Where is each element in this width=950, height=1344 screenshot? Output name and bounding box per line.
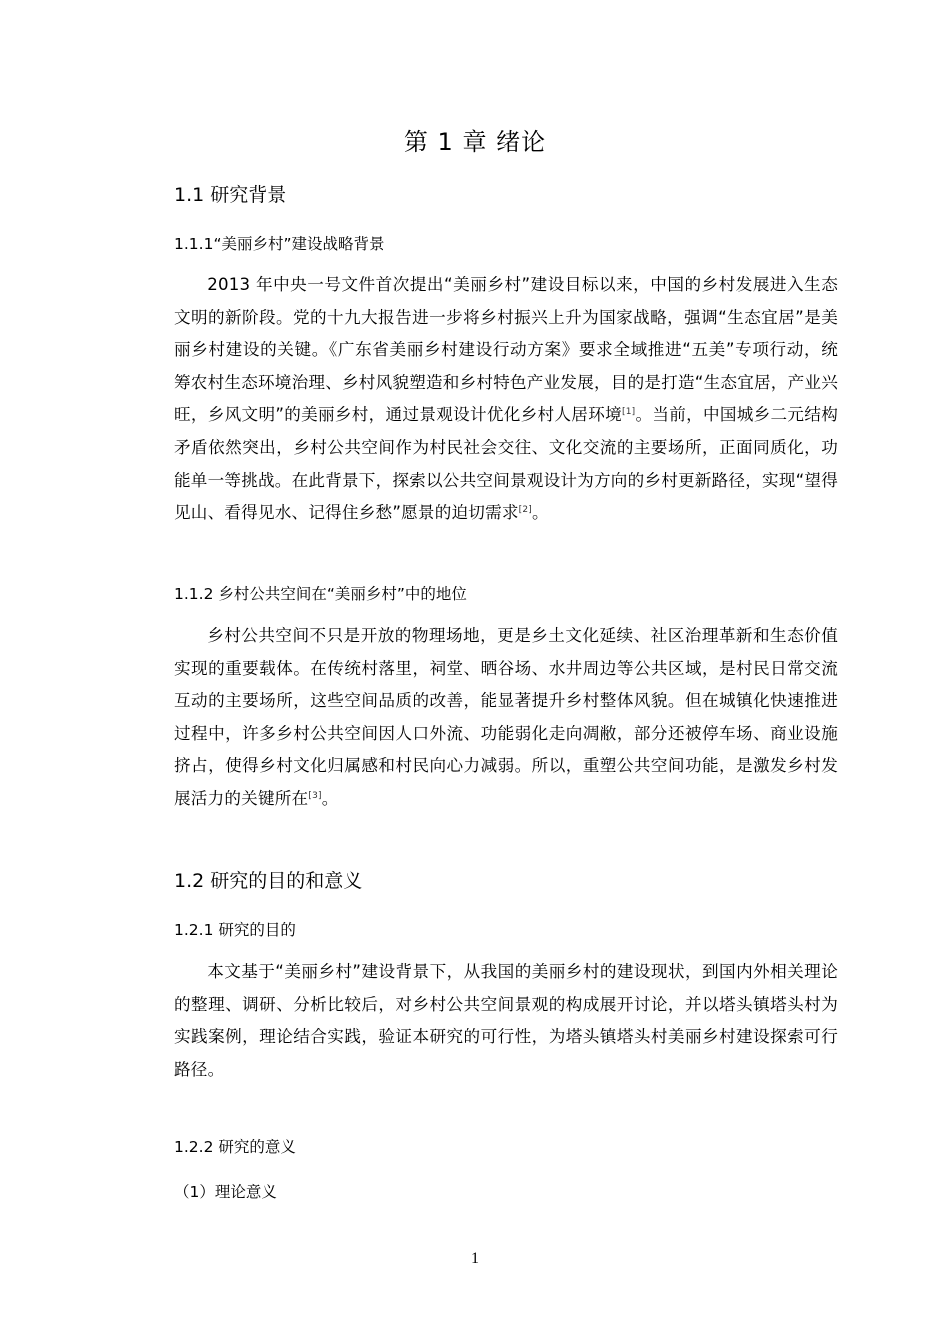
sub-item-heading-theory: （1）理论意义 xyxy=(174,1183,277,1201)
chapter-title: 第 1 章 绪论 xyxy=(403,128,547,156)
paragraph-text: 。 xyxy=(321,788,339,808)
paragraph-text: 。 xyxy=(532,503,549,523)
subsection-heading-1-2-1: 1.2.1 研究的目的 xyxy=(174,921,296,939)
paragraph-text: 2013 年中央一号文件首次提出“美丽乡村”建设目标以来，中国的乡村发展进入生态文明的新阶段。党的十九大报告进一步将乡村振兴上升为国家战略，强调“生态宜居”是美丽乡村建设的关键。《广东省美丽乡村建设行动方案》要求全域推进“五美”专项行动，统筹农村生态环境治理、乡村风貌塑造和乡村特色产业发展，目的是打造“生态宜居，产业兴旺，乡风文明”的美丽乡村，通过景观设计优化乡村人居环境 xyxy=(174,275,838,425)
subsection-heading-1-1-1: 1.1.1“美丽乡村”建设战略背景 xyxy=(174,235,385,253)
paragraph-text: 。当前，中国城乡二元结构矛盾依然突出，乡村公共空间作为村民社会交往、文化交流的主要场所，正面同质化，功能单一等挑战。在此背景下，探索以公共空间景观设计为方向的乡村更新路径，实现“望得见山、看得见水、记得住乡愁”愿景的迫切需求 xyxy=(174,405,838,523)
section-heading-1-2: 1.2 研究的目的和意义 xyxy=(174,870,363,892)
citation-ref[interactable]: [2] xyxy=(518,505,533,516)
subsection-heading-1-2-2: 1.2.2 研究的意义 xyxy=(174,1138,296,1156)
section-heading-1-1: 1.1 研究背景 xyxy=(174,184,287,206)
paragraph-background xyxy=(174,269,838,530)
paragraph-purpose: 本文基于“美丽乡村”建设背景下，从我国的美丽乡村的建设现状，到国内外相关理论的整理、调研、分析比较后，对乡村公共空间景观的构成展开讨论，并以塔头镇塔头村为实践案例，理论结合实践，验证本研究的可行性，为塔头镇塔头村美丽乡村建设探索可行路径。 xyxy=(174,962,838,1079)
citation-ref[interactable]: [3] xyxy=(308,790,322,801)
page-number: 1 xyxy=(471,1250,479,1267)
citation-ref[interactable]: [1] xyxy=(621,407,636,418)
paragraph-public-space xyxy=(174,620,838,816)
paragraph-text: 乡村公共空间不只是开放的物理场地，更是乡土文化延续、社区治理革新和生态价值实现的重要载体。在传统村落里，祠堂、晒谷场、水井周边等公共区域，是村民日常交流互动的主要场所，这些空间品质的改善，能显著提升乡村整体风貌。但在城镇化快速推进过程中，许多乡村公共空间因人口外流、功能弱化走向凋敝，部分还被停车场、商业设施挤占，使得乡村文化归属感和村民向心力减弱。所以，重塑公共空间功能，是激发乡村发展活力的关键所在 xyxy=(174,626,838,808)
subsection-heading-1-1-2: 1.1.2 乡村公共空间在“美丽乡村”中的地位 xyxy=(174,585,467,603)
